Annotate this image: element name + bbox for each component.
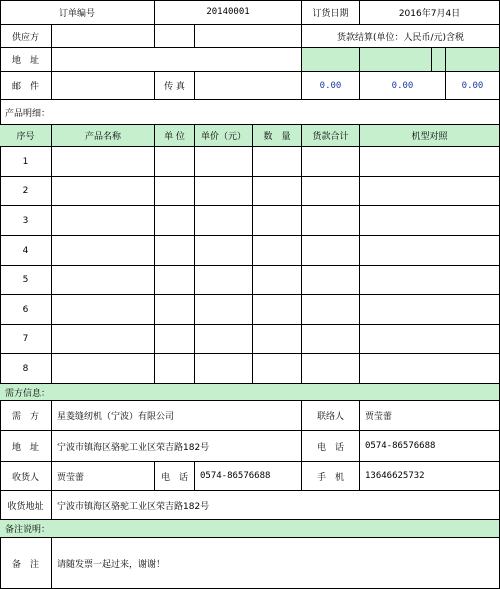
col-header-unit: 单 位	[155, 125, 195, 147]
settlement-cell-3[interactable]	[432, 48, 446, 72]
row-subtotal[interactable]	[302, 266, 360, 295]
col-header-model: 机型对照	[360, 125, 500, 147]
buyer-phone-value[interactable]: 0574-86576688	[360, 431, 500, 462]
row-product-name[interactable]	[52, 325, 155, 354]
order-number-value[interactable]: 20140001	[155, 0, 302, 25]
order-date-label[interactable]: 订货日期	[302, 0, 360, 25]
row-model[interactable]	[360, 147, 500, 177]
postcode-label[interactable]: 邮 件	[0, 72, 52, 100]
row-product-name[interactable]	[52, 236, 155, 266]
product-section-label: 产品明细：	[0, 100, 500, 125]
row-index[interactable]: 4	[0, 236, 52, 266]
col-header-quantity: 数 量	[253, 125, 302, 147]
row-unit[interactable]	[155, 236, 195, 266]
row-index[interactable]: 2	[0, 177, 52, 206]
row-index[interactable]: 1	[0, 147, 52, 177]
row-quantity[interactable]	[253, 354, 302, 384]
row-index[interactable]: 3	[0, 206, 52, 236]
row-model[interactable]	[360, 206, 500, 236]
receiver-value[interactable]: 贾莹蕾	[52, 462, 155, 491]
row-unit-price[interactable]	[195, 206, 253, 236]
row-unit-price[interactable]	[195, 354, 253, 384]
row-model[interactable]	[360, 266, 500, 295]
row-quantity[interactable]	[253, 236, 302, 266]
row-unit-price[interactable]	[195, 147, 253, 177]
row-unit[interactable]	[155, 266, 195, 295]
row-subtotal[interactable]	[302, 295, 360, 325]
col-header-product-name: 产品名称	[52, 125, 155, 147]
buyer-label[interactable]: 需 方	[0, 401, 52, 431]
row-model[interactable]	[360, 325, 500, 354]
row-subtotal[interactable]	[302, 147, 360, 177]
demand-section-label: 需方信息：	[0, 384, 500, 401]
remarks-section-label: 备注说明：	[0, 520, 500, 538]
row-quantity[interactable]	[253, 206, 302, 236]
row-unit-price[interactable]	[195, 266, 253, 295]
buyer-value[interactable]: 星菱缝纫机（宁波）有限公司	[52, 401, 302, 431]
row-product-name[interactable]	[52, 295, 155, 325]
amount-value-2[interactable]: 0.00	[360, 72, 446, 100]
receiver-phone-label[interactable]: 电 话	[155, 462, 195, 491]
receiver-phone-value[interactable]: 0574-86576688	[195, 462, 302, 491]
row-index[interactable]: 8	[0, 354, 52, 384]
row-unit-price[interactable]	[195, 177, 253, 206]
row-model[interactable]	[360, 236, 500, 266]
row-product-name[interactable]	[52, 177, 155, 206]
row-quantity[interactable]	[253, 325, 302, 354]
receiver-label[interactable]: 收货人	[0, 462, 52, 491]
settlement-cell-2[interactable]	[360, 48, 432, 72]
settlement-cell-1[interactable]	[302, 48, 360, 72]
row-model[interactable]	[360, 295, 500, 325]
buyer-address-label[interactable]: 地 址	[0, 431, 52, 462]
row-model[interactable]	[360, 354, 500, 384]
postcode-value[interactable]	[52, 72, 155, 100]
amount-value-1[interactable]: 0.00	[302, 72, 360, 100]
settlement-cell-4[interactable]	[446, 48, 500, 72]
row-unit[interactable]	[155, 147, 195, 177]
ship-address-value[interactable]: 宁波市镇海区骆驼工业区荣吉路182号	[52, 491, 500, 520]
row-product-name[interactable]	[52, 266, 155, 295]
row-product-name[interactable]	[52, 147, 155, 177]
row-index[interactable]: 5	[0, 266, 52, 295]
row-product-name[interactable]	[52, 206, 155, 236]
row-index[interactable]: 7	[0, 325, 52, 354]
row-unit[interactable]	[155, 177, 195, 206]
row-unit[interactable]	[155, 325, 195, 354]
amount-value-3[interactable]: 0.00	[446, 72, 500, 100]
mobile-value[interactable]: 13646625732	[360, 462, 500, 491]
row-quantity[interactable]	[253, 266, 302, 295]
remarks-value[interactable]: 请随发票一起过来，谢谢！	[52, 538, 500, 589]
row-unit[interactable]	[155, 295, 195, 325]
row-unit[interactable]	[155, 354, 195, 384]
contact-label[interactable]: 联络人	[302, 401, 360, 431]
row-unit-price[interactable]	[195, 295, 253, 325]
fax-value[interactable]	[195, 72, 302, 100]
row-quantity[interactable]	[253, 295, 302, 325]
row-product-name[interactable]	[52, 354, 155, 384]
row-subtotal[interactable]	[302, 177, 360, 206]
buyer-phone-label[interactable]: 电 话	[302, 431, 360, 462]
col-header-subtotal: 货款合计	[302, 125, 360, 147]
row-unit-price[interactable]	[195, 236, 253, 266]
ship-address-label[interactable]: 收货地址	[0, 491, 52, 520]
row-quantity[interactable]	[253, 177, 302, 206]
remarks-label[interactable]: 备 注	[0, 538, 52, 589]
order-number-label[interactable]: 订单编号	[0, 0, 155, 25]
row-subtotal[interactable]	[302, 206, 360, 236]
supplier-label[interactable]: 供应方	[0, 25, 52, 48]
contact-value[interactable]: 贾莹蕾	[360, 401, 500, 431]
row-subtotal[interactable]	[302, 325, 360, 354]
col-header-index: 序号	[0, 125, 52, 147]
fax-label[interactable]: 传 真	[155, 72, 195, 100]
row-index[interactable]: 6	[0, 295, 52, 325]
supplier-address-value[interactable]	[52, 48, 302, 72]
settlement-note[interactable]: 货款结算(单位：人民币/元)含税	[302, 25, 500, 48]
mobile-label[interactable]: 手 机	[302, 462, 360, 491]
row-subtotal[interactable]	[302, 354, 360, 384]
supplier-extra-2[interactable]	[195, 25, 302, 48]
row-unit-price[interactable]	[195, 325, 253, 354]
row-model[interactable]	[360, 177, 500, 206]
supplier-value[interactable]	[52, 25, 155, 48]
supplier-extra[interactable]	[155, 25, 195, 48]
row-subtotal[interactable]	[302, 236, 360, 266]
row-unit[interactable]	[155, 206, 195, 236]
buyer-address-value[interactable]: 宁波市镇海区骆驼工业区荣吉路182号	[52, 431, 302, 462]
supplier-address-label[interactable]: 地 址	[0, 48, 52, 72]
order-date-value[interactable]: 2016年7月4日	[360, 0, 500, 25]
row-quantity[interactable]	[253, 147, 302, 177]
col-header-unit-price: 单价（元）	[195, 125, 253, 147]
